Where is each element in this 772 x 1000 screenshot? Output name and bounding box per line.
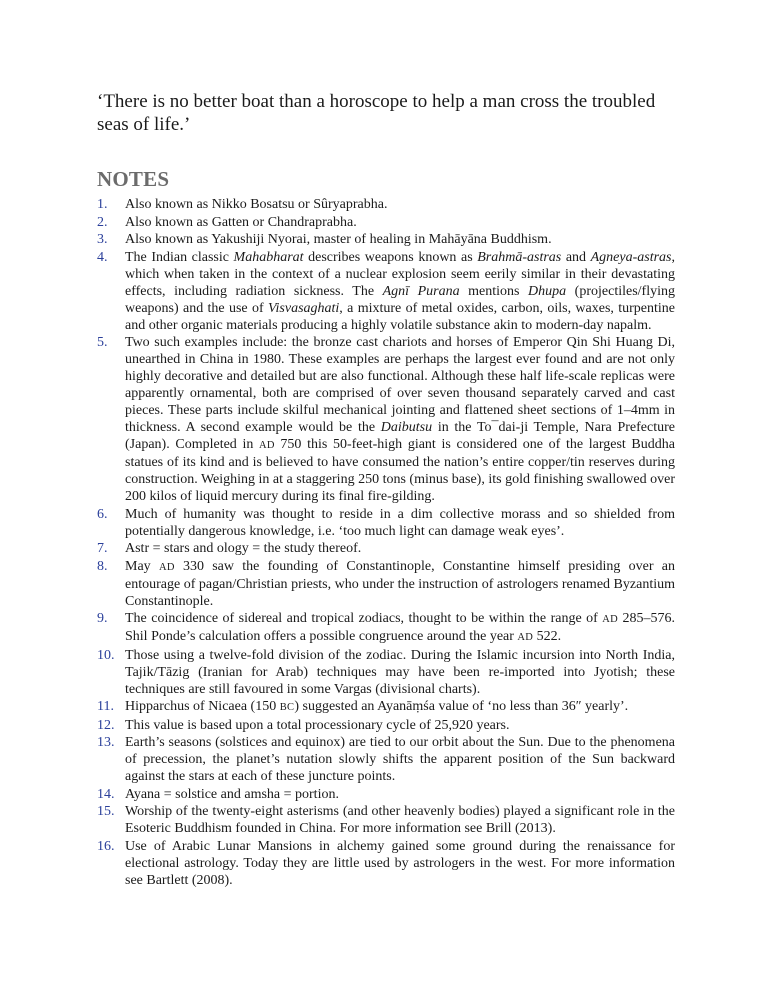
note-number: 8.	[97, 558, 108, 574]
note-era-abbrev: AD	[259, 440, 275, 451]
note-number: 9.	[97, 611, 108, 626]
note-text-segment: 285–576. Shil Ponde’s calculation offers a possible congruence around the year	[125, 611, 676, 644]
note-text	[125, 648, 675, 697]
note-text-segment: Also known as Gatten or Chandraprabha.	[125, 214, 357, 230]
note-text-segment: Use of Arabic Lunar Mansions in alchemy gained some ground during the renaissance for electional astrology. Today they are little used by astrologers in the west. For more information see Bartlett (2008).	[125, 838, 675, 888]
note-text	[125, 718, 510, 733]
note-text	[125, 611, 675, 644]
note-item	[97, 334, 675, 505]
note-item	[97, 214, 675, 231]
note-text-segment: and	[561, 249, 591, 265]
note-italic-text: Agneya-astras	[590, 249, 672, 265]
note-italic-text: Mahabharat	[233, 249, 304, 265]
note-text	[125, 232, 552, 247]
note-item	[97, 717, 675, 734]
note-item	[97, 610, 675, 646]
note-text-segment: (projectiles/flying weapons) and the use of	[125, 283, 675, 316]
note-item	[97, 249, 675, 334]
note-item	[97, 558, 675, 610]
note-text-segment: describes weapons known as	[303, 249, 478, 265]
note-item	[97, 196, 675, 213]
note-text-segment: Earth’s seasons (solstices and equinox) are tied to our orbit about the Sun. Due to the phenomena of precession, the planet’s nutation slowly shifts the apparent position of the Sun backward against the stars at each of these juncture points.	[125, 735, 675, 784]
note-item	[97, 231, 675, 248]
note-text	[125, 541, 361, 556]
note-italic-text: Daibutsu	[380, 420, 433, 435]
note-text-segment: 522.	[533, 629, 562, 644]
note-item	[97, 540, 675, 557]
note-text-segment: The coincidence of sidereal and tropical zodiacs, thought to be within the range of	[125, 611, 603, 626]
note-text	[125, 335, 675, 504]
note-italic-text: Visvasaghati	[268, 300, 340, 316]
note-number: 16.	[97, 838, 115, 854]
note-era-abbrev: AD	[158, 561, 175, 573]
note-number: 10.	[97, 647, 115, 663]
note-number: 11.	[97, 699, 114, 714]
note-text-segment: mentions	[459, 283, 529, 299]
note-text-segment: Also known as Yakushiji Nyorai, master of healing in Mahāyāna Buddhism.	[125, 232, 552, 247]
note-text-segment: May	[125, 558, 159, 574]
note-text-segment: Much of humanity was thought to reside in a dim collective morass and so shielded from potentially dangerous knowledge, i.e. ‘too much light can damage weak eyes’.	[125, 506, 675, 539]
note-text-segment: Worship of the twenty-eight asterisms (and other heavenly bodies) played a significant role in the Esoteric Buddhism founded in China. For more information see Brill (2013).	[125, 804, 675, 836]
note-item	[97, 838, 675, 889]
note-item	[97, 506, 675, 540]
note-number: 2.	[97, 214, 108, 230]
note-number: 5.	[97, 335, 108, 350]
note-text-segment: , a mixture of metal oxides, carbon, oils, waxes, turpentine and other organic materials producing a highly volatile substance akin to modern-day napalm.	[125, 300, 675, 333]
note-number: 13.	[97, 735, 115, 750]
note-number: 15.	[97, 804, 115, 819]
note-item	[97, 803, 675, 837]
note-text-segment: Also known as Nikko Bosatsu or Sûryaprabha.	[125, 197, 388, 212]
note-italic-text: Dhupa	[528, 283, 567, 299]
note-text	[125, 839, 675, 888]
note-text	[125, 507, 675, 539]
note-text-segment: Those using a twelve-fold division of the zodiac. During the Islamic incursion into North India, Tajik/Tāzig (Iranian for Arab) techniques may have been re-imported into Jyotish; these techniques are still favoured in some Vargas (divisional charts).	[125, 647, 675, 697]
note-text-segment: Two such examples include: the bronze cast chariots and horses of Emperor Qin Shi Huang Di, unearthed in China in 1980. These examples are perhaps the largest ever found and are not only highly decorative and detailed but are also functional. Although these half life-scale replicas were apparently ornamental, both are comprised of over seven thousand separately carved and cast pieces. These parts include skilful mechanical jointing and flattened sheet sections of 1–4mm in thickness. A second example would be the	[125, 335, 675, 435]
note-italic-text: Agnī Purana	[382, 283, 460, 299]
note-text	[125, 699, 628, 714]
note-number: 4.	[97, 249, 108, 265]
note-number: 3.	[97, 232, 108, 247]
note-text-segment: 330 saw the founding of Constantinople, Constantine himself presiding over an entourage of pagan/Christian priests, who under the instruction of astrologers renamed Byzantium Constantinople.	[125, 558, 675, 609]
note-era-abbrev: AD	[517, 632, 534, 643]
note-text	[125, 250, 675, 333]
note-text	[125, 735, 675, 784]
note-item	[97, 698, 675, 716]
note-text-segment: Hipparchus of Nicaea (150	[125, 699, 280, 714]
note-number: 14.	[97, 786, 115, 802]
note-text-segment: , which when taken in the context of a nuclear explosion seem eerily similar in their devastating effects, including radiation sickness. The	[125, 249, 675, 299]
note-italic-text: Brahmā-astras	[477, 249, 562, 265]
note-item	[97, 786, 675, 803]
note-text-segment: This value is based upon a total processionary cycle of 25,920 years.	[125, 717, 510, 733]
note-item	[97, 734, 675, 785]
note-text-segment: in the To¯dai-ji Temple, Nara Prefecture (Japan). Completed in	[125, 420, 675, 452]
note-number: 7.	[97, 541, 108, 556]
note-text-segment: Astr = stars and ology = the study thereof.	[125, 541, 362, 556]
epigraph-quote: ‘There is no better boat than a horoscope to help a man cross the troubled seas of life.’	[97, 91, 656, 135]
note-text	[125, 215, 357, 230]
note-text-segment: ) suggested an Ayanāṃśa value of ‘no less than 36″ yearly’.	[294, 699, 629, 714]
note-number: 1.	[97, 197, 108, 212]
note-item	[97, 647, 675, 698]
note-number: 6.	[97, 506, 108, 522]
note-text	[125, 559, 675, 609]
notes-heading: NOTES	[97, 167, 170, 191]
note-era-abbrev: AD	[602, 614, 619, 625]
note-era-abbrev: BC	[279, 702, 295, 713]
note-text-segment: The Indian classic	[125, 249, 234, 265]
notes-list	[97, 196, 675, 889]
note-text-segment: 750 this 50-feet-high giant is considered one of the largest Buddha statues of its kind and is believed to have consumed the nation’s entire copper/tin reserves during construction. Weighing in at a staggering 250 tons (minus base), its gold finishing swallowed over 200 kilos of liquid mercury during its final fire-gilding.	[125, 437, 675, 504]
note-text	[125, 787, 339, 802]
note-text	[125, 197, 387, 212]
note-number: 12.	[97, 717, 115, 733]
note-text	[125, 804, 675, 836]
note-text-segment: Ayana = solstice and amsha = portion.	[125, 786, 339, 802]
